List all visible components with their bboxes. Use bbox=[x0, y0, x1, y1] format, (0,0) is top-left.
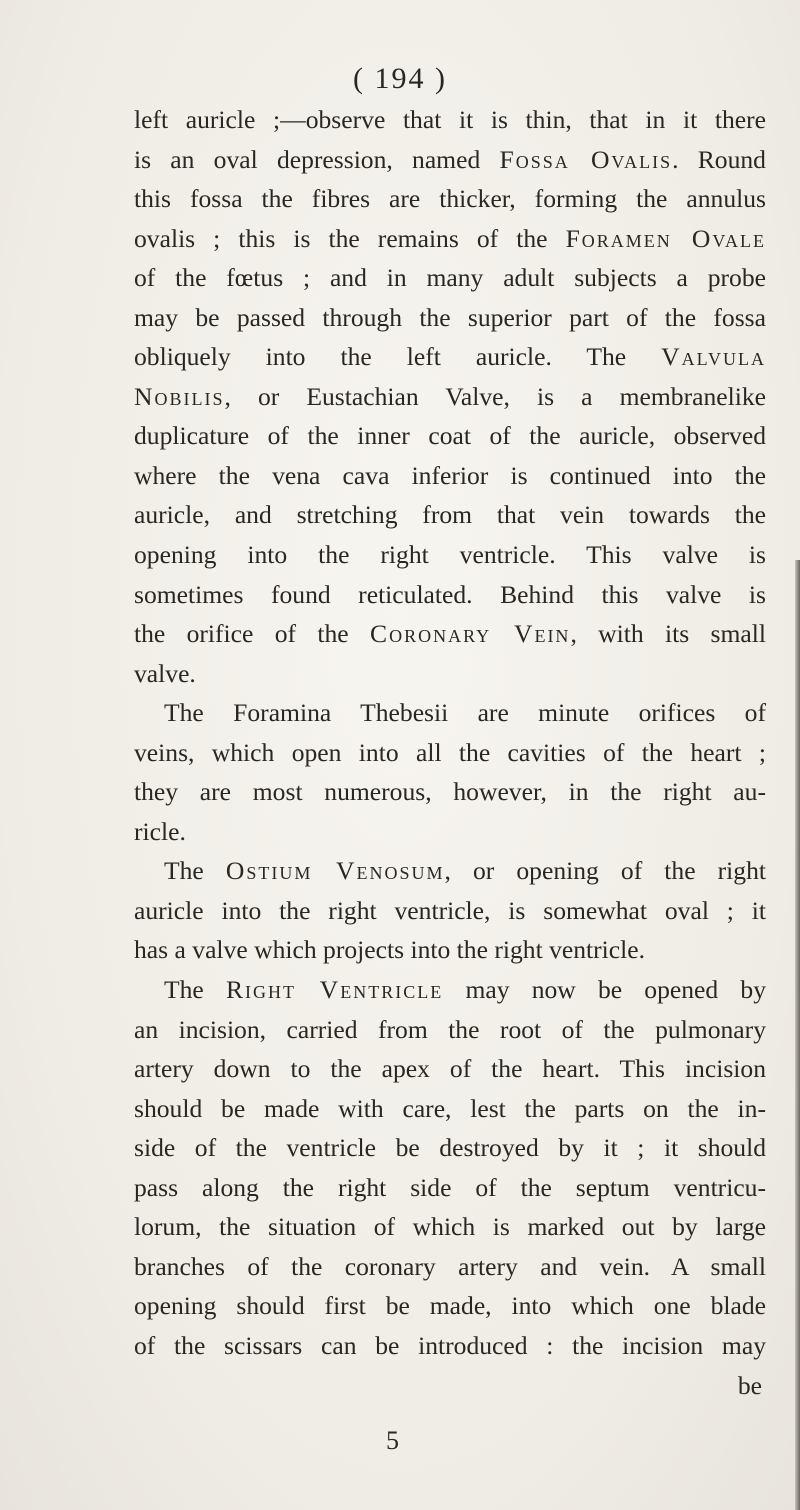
text-run: opening should first be made, into which one blade bbox=[134, 1291, 766, 1321]
text-run: artery down to the apex of the heart. This incision bbox=[134, 1054, 766, 1084]
text-run: veins, which open into all the cavities of the heart ; bbox=[134, 737, 766, 767]
text-run: branches of the coronary artery and vein. A small bbox=[134, 1251, 766, 1281]
text-line bbox=[134, 1168, 766, 1208]
small-caps-term: Nobilis bbox=[134, 381, 225, 411]
text-run: opening into the right ventricle. This valve is bbox=[134, 540, 766, 570]
text-run: left auricle ;—observe that it is thin, that in it there bbox=[134, 105, 766, 134]
text-line bbox=[134, 298, 766, 338]
text-run: auricle into the right ventricle, is somewhat oval ; it bbox=[134, 895, 766, 925]
text-run: valve. bbox=[134, 658, 196, 688]
small-caps-term: Valvula bbox=[661, 342, 766, 372]
body-text bbox=[134, 100, 766, 1405]
text-line bbox=[134, 377, 766, 417]
text-run: obliquely into the left auricle. The bbox=[134, 342, 662, 372]
text-line bbox=[134, 812, 766, 852]
text-line bbox=[134, 140, 766, 180]
text-run: , or Eustachian Valve, is a membranelike bbox=[224, 381, 766, 411]
text-run: ricle. bbox=[134, 816, 186, 846]
text-line bbox=[134, 654, 766, 694]
text-line bbox=[134, 1207, 766, 1247]
small-caps-term: Fossa Ovalis bbox=[499, 144, 673, 174]
text-line bbox=[134, 456, 766, 496]
text-line bbox=[134, 535, 766, 575]
small-caps-term: Foramen Ovale bbox=[565, 223, 766, 253]
text-line bbox=[134, 1326, 766, 1366]
text-run: they are most numerous, however, in the right au- bbox=[134, 777, 766, 807]
text-line bbox=[134, 1247, 766, 1287]
text-run: The bbox=[164, 975, 226, 1005]
catchword: be bbox=[737, 1370, 762, 1400]
text-run: may now be opened by bbox=[443, 975, 766, 1005]
text-run: of the fœtus ; and in many adult subjects a probe bbox=[134, 263, 766, 293]
small-caps-term: Ostium Venosum bbox=[225, 856, 445, 886]
text-line bbox=[134, 575, 766, 615]
page-number: ( 194 ) bbox=[353, 62, 447, 95]
text-run: is an oval depression, named bbox=[134, 144, 500, 174]
text-run: should be made with care, lest the parts on the in- bbox=[134, 1093, 766, 1123]
text-run: this fossa the fibres are thicker, forming the annulus bbox=[134, 184, 766, 214]
text-run: duplicature of the inner coat of the auricle, observed bbox=[134, 421, 766, 451]
text-run: lorum, the situation of which is marked out by large bbox=[134, 1212, 766, 1242]
text-line bbox=[134, 772, 766, 812]
text-run: sometimes found reticulated. Behind this valve is bbox=[134, 579, 766, 609]
text-line bbox=[134, 495, 766, 535]
text-run: The bbox=[164, 856, 226, 886]
text-line bbox=[134, 1089, 766, 1129]
text-run: where the vena cava inferior is continued into the bbox=[134, 460, 766, 490]
text-line bbox=[134, 1010, 766, 1050]
text-line bbox=[134, 614, 766, 654]
small-caps-term: Right Ventricle bbox=[225, 975, 444, 1005]
text-line bbox=[134, 970, 766, 1010]
text-line bbox=[134, 219, 766, 259]
text-run: the orifice of the bbox=[134, 619, 370, 649]
text-run: , with its small bbox=[570, 619, 766, 649]
text-line bbox=[134, 1049, 766, 1089]
text-run: has a valve which projects into the right ventricle. bbox=[134, 935, 646, 965]
text-run: of the scissars can be introduced : the incision may bbox=[134, 1330, 766, 1360]
text-line bbox=[134, 733, 766, 773]
text-run: pass along the right side of the septum ventricu- bbox=[134, 1172, 766, 1202]
text-line bbox=[134, 851, 766, 891]
text-run: ovalis ; this is the remains of the bbox=[134, 223, 566, 253]
text-run: auricle, and stretching from that vein towards the bbox=[134, 500, 766, 530]
text-run: The Foramina Thebesii are minute orifices of bbox=[164, 698, 766, 728]
text-run: side of the ventricle be destroyed by it ; it should bbox=[134, 1133, 766, 1163]
text-run: may be passed through the superior part of the fossa bbox=[134, 302, 766, 332]
page-edge-shadow bbox=[795, 560, 800, 1510]
text-run: , or opening of the right bbox=[444, 856, 766, 886]
text-line bbox=[134, 1286, 766, 1326]
text-line bbox=[134, 100, 766, 140]
text-line bbox=[134, 258, 766, 298]
text-line bbox=[134, 179, 766, 219]
text-run: . Round bbox=[672, 144, 766, 174]
text-run: an incision, carried from the root of the pulmonary bbox=[134, 1014, 766, 1044]
text-line bbox=[134, 1128, 766, 1168]
text-line bbox=[134, 693, 766, 733]
small-caps-term: Coronary Vein bbox=[370, 619, 571, 649]
text-line bbox=[134, 416, 766, 456]
text-line bbox=[134, 891, 766, 931]
text-line bbox=[134, 337, 766, 377]
text-line bbox=[134, 930, 766, 970]
signature-mark: 5 bbox=[386, 1426, 399, 1455]
